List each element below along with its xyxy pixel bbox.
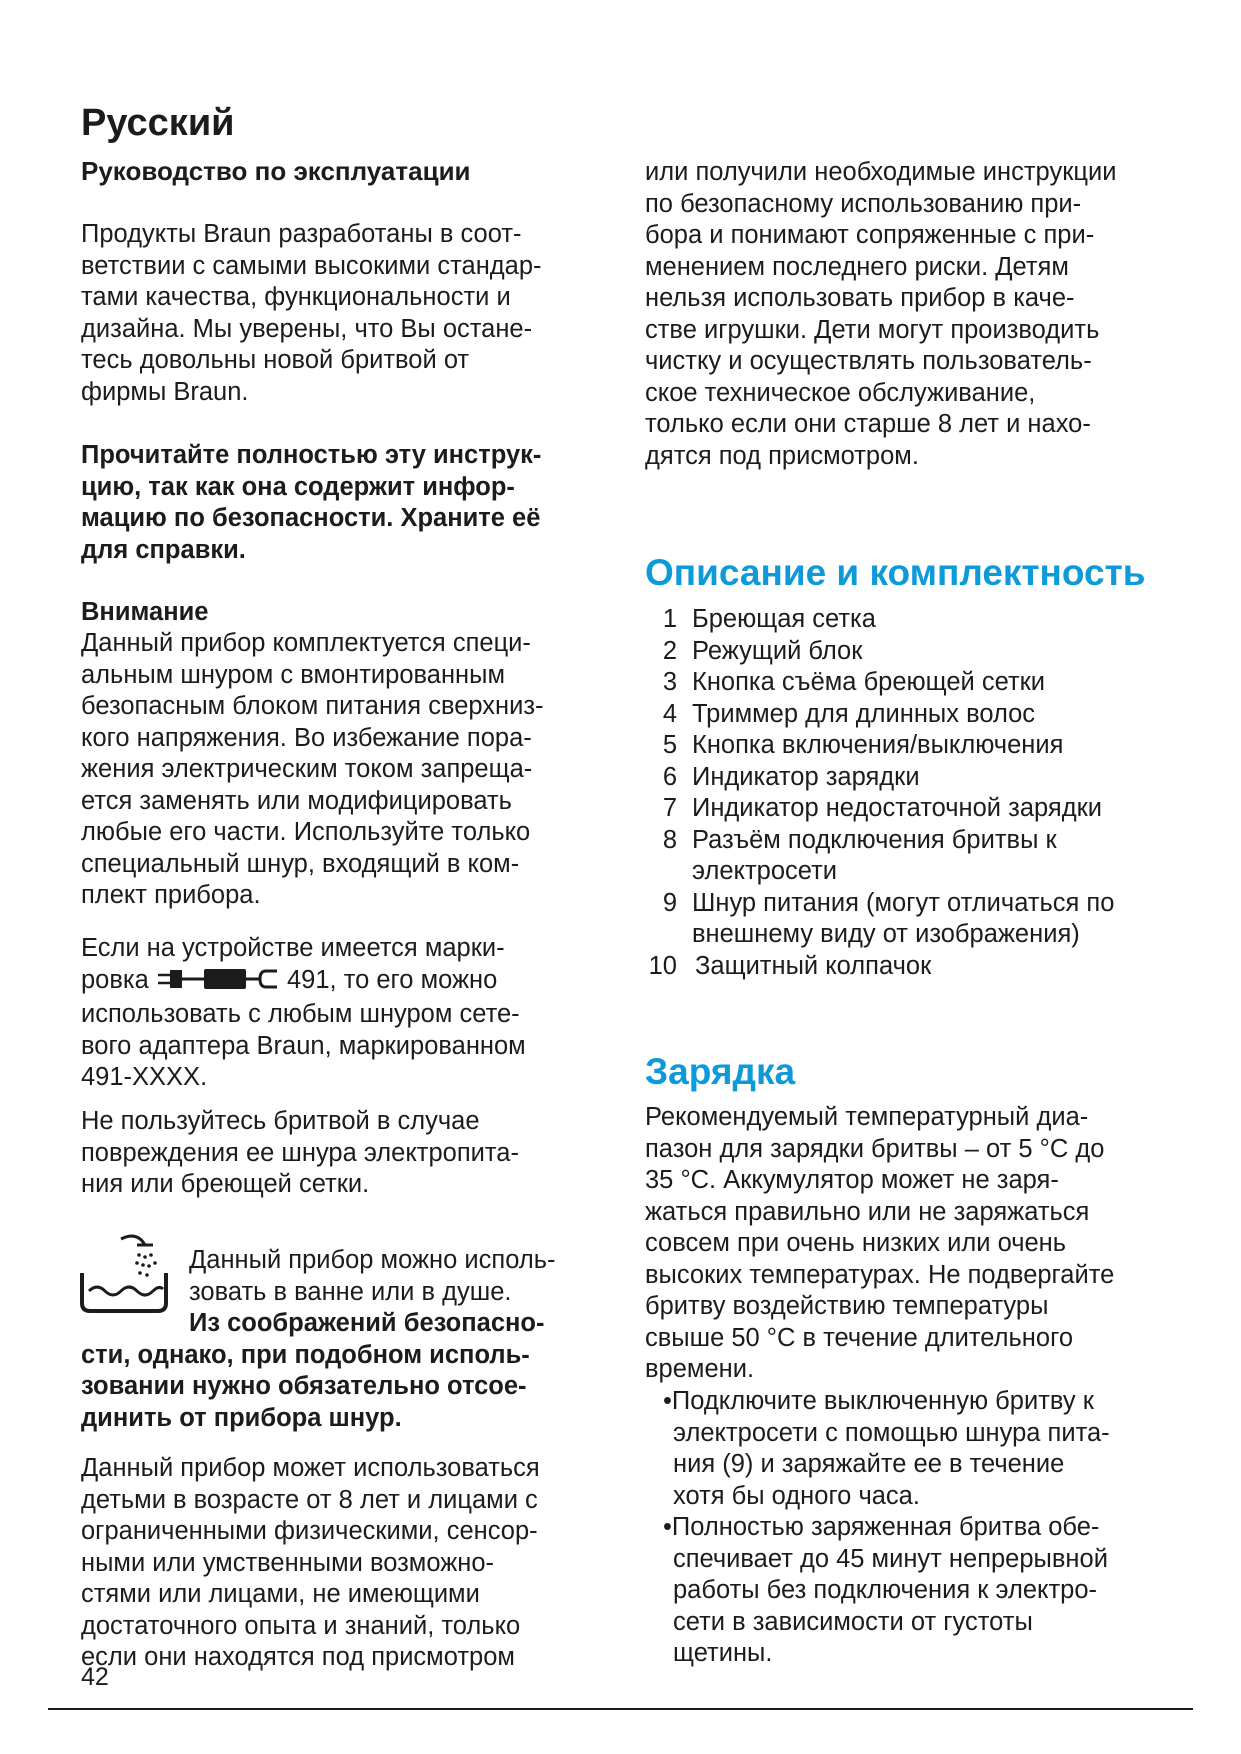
read-notice: Прочитайте полностью эту инструк- цию, так как она содержит инфор- мацию по безопасности. Храните её для справки. [81,441,542,564]
children-paragraph: Данный прибор может использоваться детьми в возрасте от 8 лет и лицами с ограниченными физическими, сенсор- ными или умственными возможно- стями или лицами, не имеющими достаточного опыта и знаний, только если они находятся под присмотром [81,1454,540,1671]
parts-list: 1 Бреющая сетка 2 Режущий блок 3 Кнопка съёма бреющей сетки 4 Триммер для длинных волос 5 Кнопка включения/выключения 6 Индикатор зарядки 7 Индикатор недостаточной зарядки 8 Разъём подключения бритвы к электросети 9 Шнур питания (могут отличаться по внешнему виду от изображения) 10 Защитный колпачок [648,605,1115,980]
language-title: Русский [81,102,235,144]
power-adapter-plug-icon [156,967,280,1000]
attention-paragraph: Данный прибор комплектуется специ- альным шнуром с вмонтированным безопасным блоком питания сверхниз- кого напряжения. Во избежание пора- жения электрическим током запреща- ется заменять или модифицировать любые его части. Используйте только специальный шнур, входящий в ком- плект прибора. [81,629,544,909]
charging-paragraph: Рекомендуемый температурный диа- пазон для зарядки бритвы – от 5 °C до 35 °C. Аккумулятор может не заря- жаться правильно или не заряжаться совсем при очень низких или очень высоких температурах. Не подвергайте бритву воздействию температуры свыше 50 °C в течение длительного времени. [645,1103,1115,1383]
description-heading: Описание и комплектность [645,552,1146,593]
footer-divider [48,1708,1193,1710]
bath-text-normal: Данный прибор можно исполь- зовать в ванне или в душе. [189,1246,556,1306]
damage-paragraph: Не пользуйтесь бритвой в случае повреждения ее шнура электропита- ния или бреющей сетки. [81,1107,519,1198]
intro-paragraph: Продукты Braun разработаны в соот- ветствии с самыми высокими стандар- тами качества, функциональности и дизайна. Мы уверены, что Вы останe- тесь довольны новой бритвой от фирмы Braun. [81,220,542,406]
page-number: 42 [81,1663,109,1691]
manual-subtitle: Руководство по эксплуатации [81,156,471,186]
bath-warning-bold: Из соображений безопасно- сти, однако, при подобном исполь- зовании нужно обязательно отсое- динить от прибора шнур. [81,1309,545,1432]
attention-heading: Внимание [81,598,209,626]
marking-paragraph: Если на устройстве имеется марки- ровка 491, то его можно использовать с любым шнуром сете- вого адаптера Braun, маркированном 491-XXXX. [81,934,526,1091]
children-paragraph-continued: или получили необходимые инструкции по безопасному использованию при- бора и понимают сопряженные с при- менением последнего риски. Детям нельзя использовать прибор в каче- стве игрушки. Дети могут производить чистку и осуществлять пользователь- ское техническое обслуживание, только если они старше 8 лет и нахо- дятся под присмотром. [645,158,1117,470]
charging-bullet-1: •Подключите выключенную бритву к электросети с помощью шнура пита- ния (9) и заряжайте ее в течение хотя бы одного часа. [663,1387,1110,1510]
marking-line: ровка 491, то его можно [81,965,526,1000]
charging-heading: Зарядка [645,1051,796,1092]
charging-bullet-2: •Полностью заряженная бритва обе- спечивает до 45 минут непрерывной работы без подключения к электро- сети в зависимости от густоты щетины. [663,1513,1108,1667]
